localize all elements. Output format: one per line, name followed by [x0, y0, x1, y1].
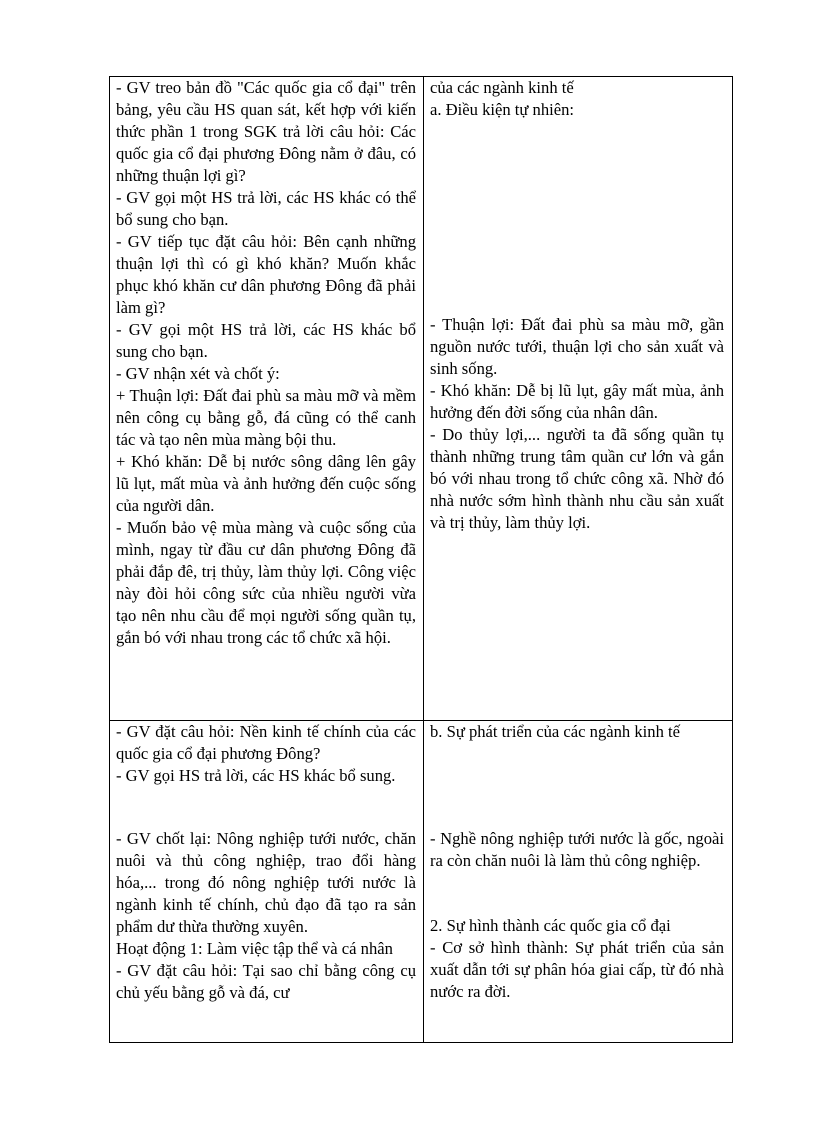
paragraph: - GV gọi HS trả lời, các HS khác bổ sung. — [116, 766, 396, 785]
paragraph: - GV gọi một HS trả lời, các HS khác bổ sung cho bạn. — [116, 320, 416, 361]
section-heading: 2. Sự hình thành các quốc gia cổ đại — [430, 916, 671, 935]
section-heading: b. Sự phát triển của các ngành kinh tế — [430, 722, 680, 741]
paragraph: - GV nhận xét và chốt ý: — [116, 364, 280, 383]
teacher-activities-column — [110, 77, 424, 1042]
paragraph: + Khó khăn: Dễ bị nước sông dâng lên gây lũ lụt, mất mùa và ảnh hưởng đến cuộc sống của người dân. — [116, 452, 416, 515]
row1-right-top — [424, 77, 732, 121]
paragraph: + Thuận lợi: Đất đai phù sa màu mỡ và mềm nên công cụ bằng gỗ, đá cũng có thể canh tác và tạo nên mùa màng bội thu. — [116, 386, 416, 449]
paragraph: - Cơ sở hình thành: Sự phát triển của sản xuất dẫn tới sự phân hóa giai cấp, từ đó nhà nước ra đời. — [430, 938, 724, 1001]
paragraph: Hoạt động 1: Làm việc tập thể và cá nhân — [116, 939, 393, 958]
paragraph: của các ngành kinh tế — [430, 78, 574, 97]
row1-left-cell — [110, 77, 423, 649]
paragraph: - Thuận lợi: Đất đai phù sa màu mỡ, gần nguồn nước tưới, thuận lợi cho sản xuất và sinh sống. — [430, 315, 724, 378]
paragraph: - GV chốt lại: Nông nghiệp tưới nước, chăn nuôi và thủ công nghiệp, trao đổi hàng hóa,... trong đó nông nghiệp tưới nước là ngành kinh tế chính, chủ đạo đã tạo ra sản phẩm dư thừa thường xuyên. — [116, 829, 416, 936]
paragraph: - GV đặt câu hỏi: Tại sao chỉ bằng công cụ chủ yếu bằng gỗ và đá, cư — [116, 961, 416, 1002]
row2-right-section — [424, 915, 732, 1003]
content-column — [424, 77, 732, 1042]
paragraph: - Khó khăn: Dễ bị lũ lụt, gây mất mùa, ảnh hưởng đến đời sống của nhân dân. — [430, 381, 724, 422]
paragraph: - Nghề nông nghiệp tưới nước là gốc, ngoài ra còn chăn nuôi là làm thủ công nghiệp. — [430, 829, 724, 870]
paragraph: - GV đặt câu hỏi: Nền kinh tế chính của các quốc gia cổ đại phương Đông? — [116, 722, 416, 763]
paragraph: - Muốn bảo vệ mùa màng và cuộc sống của mình, ngay từ đầu cư dân phương Đông đã phải đắp đê, trị thủy, làm thủy lợi. Công việc này đòi hỏi công sức của nhiều người vừa tạo nên nhu cầu để mọi người sống quần tụ, gắn bó với nhau trong các tổ chức xã hội. — [116, 518, 416, 647]
row2-left-cell — [110, 720, 423, 787]
paragraph: - GV tiếp tục đặt câu hỏi: Bên cạnh những thuận lợi thì có gì khó khăn? Muốn khắc phục khó khăn cư dân phương Đông đã phải làm gì? — [116, 232, 416, 317]
paragraph: - GV treo bản đồ "Các quốc gia cổ đại" trên bảng, yêu cầu HS quan sát, kết hợp với kiến thức phần 1 trong SGK trả lời câu hỏi: Các quốc gia cổ đại phương Đông nằm ở đâu, có những thuận lợi gì? — [116, 78, 416, 185]
row2-left-cell-continued — [110, 828, 423, 1004]
section-heading: a. Điều kiện tự nhiên: — [430, 100, 575, 119]
paragraph: - Do thủy lợi,... người ta đã sống quần tụ thành những trung tâm quần cư lớn và gắn bó với nhau trong tổ chức công xã. Nhờ đó nhà nước sớm hình thành nhu cầu sản xuất và trị thủy, làm thủy lợi. — [430, 425, 724, 532]
row2-right-cell — [424, 720, 732, 743]
lesson-table — [109, 76, 733, 1043]
row1-right-content — [424, 314, 732, 534]
paragraph: - GV gọi một HS trả lời, các HS khác có thể bổ sung cho bạn. — [116, 188, 416, 229]
row2-right-content — [424, 828, 732, 872]
